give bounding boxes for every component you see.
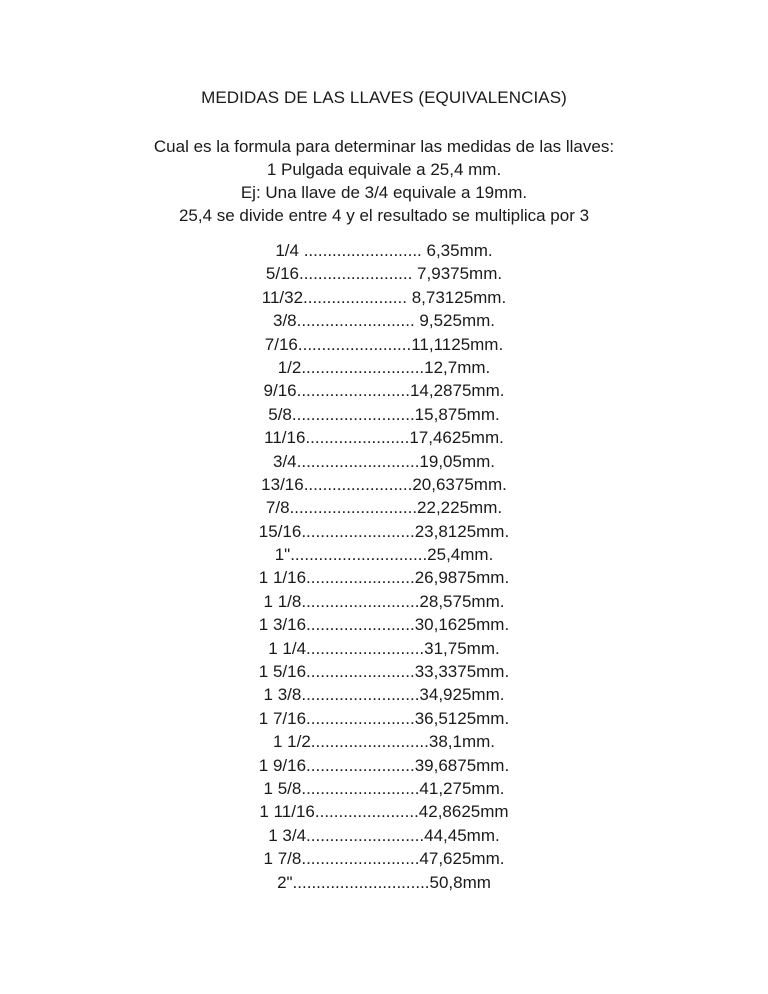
equivalence-row: 11/16......................17,4625mm.: [264, 428, 504, 448]
equivalence-row: 1 1/2.........................38,1mm.: [272, 732, 496, 752]
equivalence-row: 5/16........................ 7,9375mm.: [265, 264, 503, 284]
equivalence-row: 1 1/16.......................26,9875mm.: [258, 568, 510, 588]
equivalence-row: 1 7/8.........................47,625mm.: [263, 849, 505, 869]
equivalence-row: 2".............................50,8mm: [277, 872, 491, 892]
equivalence-row: 11/32...................... 8,73125mm.: [261, 287, 507, 307]
equivalence-row: 1".............................25,4mm.: [274, 545, 494, 565]
equivalence-row: 1 1/8.........................28,575mm.: [263, 591, 505, 611]
equivalence-row: 1/4 ......................... 6,35mm.: [275, 241, 493, 260]
intro-line: Cual es la formula para determinar las medidas de las llaves:: [153, 137, 615, 156]
equivalence-row: 1 5/8.........................41,275mm.: [263, 778, 505, 798]
equivalence-list: [0, 239, 768, 894]
equivalence-row: 1 3/4.........................44,45mm.: [268, 825, 500, 845]
equivalence-row: 3/8......................... 9,525mm.: [272, 311, 496, 331]
equivalence-row: 1 9/16.......................39,6875mm.: [258, 755, 510, 775]
equivalence-row: 7/8...........................22,225mm.: [265, 498, 503, 518]
equivalence-row: 9/16........................14,2875mm.: [263, 381, 505, 401]
document-title: MEDIDAS DE LAS LLAVES (EQUIVALENCIAS): [201, 88, 567, 107]
equivalence-row: 1 5/16.......................33,3375mm.: [258, 662, 510, 682]
intro-line: Ej: Una llave de 3/4 equivale a 19mm.: [240, 183, 528, 202]
intro-line: 1 Pulgada equivale a 25,4 mm.: [266, 160, 502, 179]
equivalence-row: 7/16........................11,1125mm.: [264, 334, 504, 354]
equivalence-row: 3/4..........................19,05mm.: [272, 451, 496, 471]
equivalence-row: 1 1/4.........................31,75mm.: [268, 638, 500, 658]
equivalence-row: 13/16.......................20,6375mm.: [261, 474, 507, 494]
equivalence-row: 1 3/16.......................30,1625mm.: [258, 615, 510, 635]
equivalence-row: 1/2..........................12,7mm.: [277, 357, 491, 377]
equivalence-row: 15/16........................23,8125mm.: [258, 521, 510, 541]
equivalence-row: 1 3/8.........................34,925mm.: [263, 685, 505, 705]
equivalence-row: 1 7/16.......................36,5125mm.: [258, 708, 510, 728]
equivalence-row: 5/8..........................15,875mm.: [268, 404, 500, 424]
intro-line: 25,4 se divide entre 4 y el resultado se multiplica por 3: [178, 206, 590, 225]
equivalence-row: 1 11/16......................42,8625mm: [259, 802, 509, 822]
intro-paragraph: [0, 135, 768, 227]
